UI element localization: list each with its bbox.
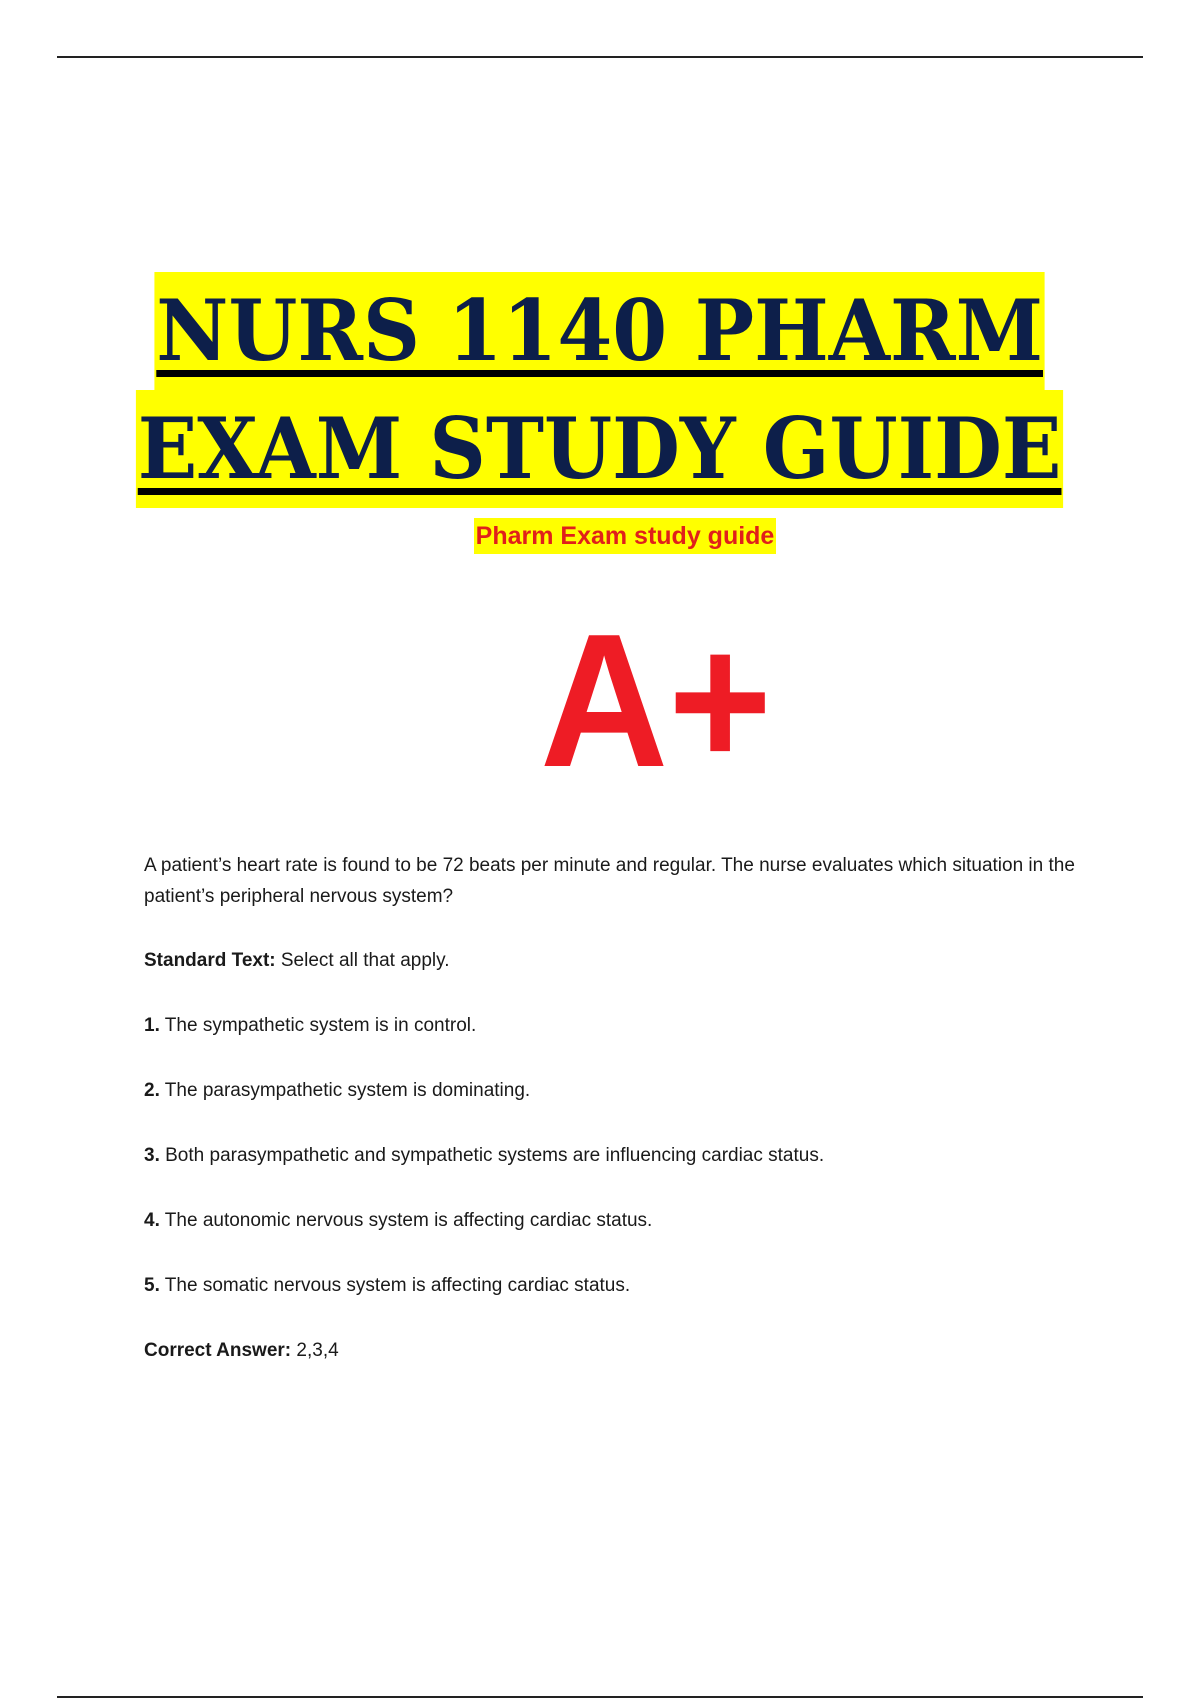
option-number: 4. <box>144 1210 160 1231</box>
option-number: 5. <box>144 1275 160 1296</box>
standard-text-label: Standard Text: <box>144 950 276 971</box>
correct-answer-value: 2,3,4 <box>291 1340 339 1361</box>
option-text: The somatic nervous system is affecting cardiac status. <box>159 1275 631 1296</box>
option-item <box>144 1270 1104 1301</box>
option-text: The parasympathetic system is dominating. <box>159 1080 531 1101</box>
correct-answer-label: Correct Answer: <box>144 1340 292 1361</box>
subtitle-container <box>0 518 1200 554</box>
top-rule <box>57 56 1143 58</box>
standard-text <box>144 945 1104 976</box>
standard-text-value: Select all that apply. <box>275 950 450 971</box>
grade-badge-text: A+ <box>540 608 772 778</box>
option-item <box>144 1140 1104 1171</box>
option-number: 2. <box>144 1080 160 1101</box>
correct-answer <box>144 1335 1104 1366</box>
option-text: The autonomic nervous system is affecting cardiac status. <box>159 1210 653 1231</box>
option-item <box>144 1205 1104 1236</box>
title-line-2: EXAM STUDY GUIDE <box>136 390 1063 508</box>
option-number: 1. <box>144 1015 160 1036</box>
subtitle: Pharm Exam study guide <box>474 518 777 554</box>
option-number: 3. <box>144 1145 160 1166</box>
title-line-1: NURS 1140 PHARM <box>155 272 1045 390</box>
document-title <box>0 272 1200 508</box>
bottom-rule <box>57 1696 1143 1698</box>
option-item <box>144 1075 1104 1106</box>
question-text: A patient’s heart rate is found to be 72 beats per minute and regular. The nurse evaluates which situation in the patient’s peripheral nervous system? <box>144 855 1075 907</box>
option-text: The sympathetic system is in control. <box>159 1015 477 1036</box>
question-block <box>144 850 1104 1400</box>
option-text: Both parasympathetic and sympathetic systems are influencing cardiac status. <box>159 1145 825 1166</box>
grade-badge <box>540 608 780 778</box>
option-item <box>144 1010 1104 1041</box>
